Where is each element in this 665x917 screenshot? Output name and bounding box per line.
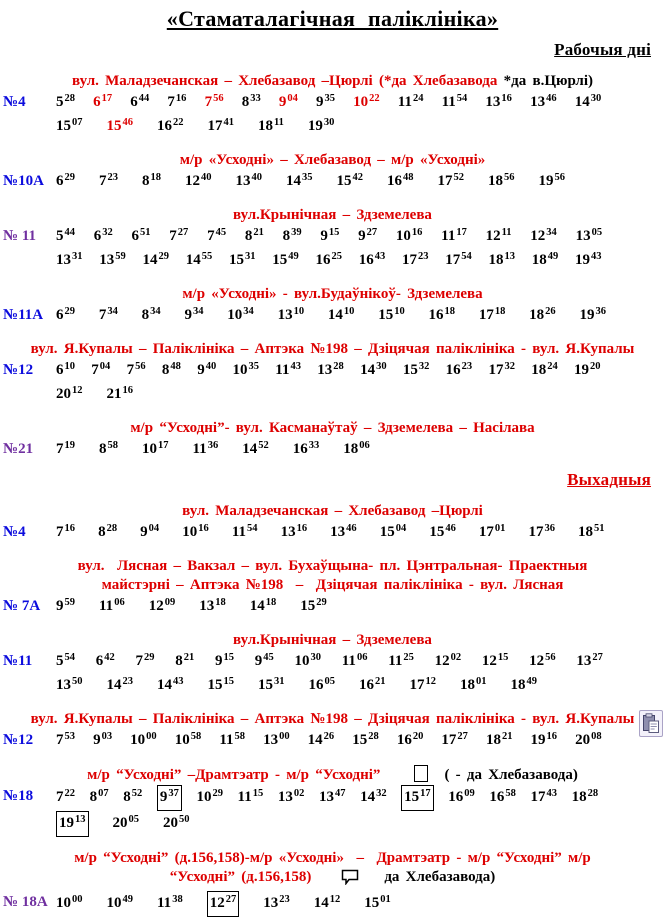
time-cell: $11^{17}$ [441,227,467,244]
time-cell: $6^{29}$ [56,172,75,189]
time-cell: $17^{27}$ [441,731,468,748]
time-cell: $9^{40}$ [197,361,217,378]
header-text: “Усходні” (д.156,158) [169,869,312,885]
route-number: №21 [3,441,34,457]
time-cell: $10^{30}$ [294,652,321,669]
time-cell: $13^{05}$ [575,227,603,244]
route-header [0,206,665,225]
time-cell: $9^{03}$ [93,731,113,748]
time-cell: $9^{04}$ [278,93,298,110]
route-number: № 7А [3,598,41,614]
time-cell: $14^{23}$ [106,676,133,693]
route-header-line [0,72,665,91]
route-body [0,785,665,837]
route-number: № 18А [3,894,48,910]
time-cell: $17^{01}$ [478,523,506,540]
route-number: № 11 [3,228,36,244]
time-cell: $9^{34}$ [184,306,204,323]
time-rows [56,729,665,753]
route-body [0,225,665,273]
time-cell: $17^{41}$ [207,117,234,134]
time-cell: $20^{50}$ [163,814,190,831]
route-block-1-5 [0,849,665,917]
route-body [0,91,665,139]
time-rows [56,785,665,837]
time-cell: $17^{43}$ [530,788,557,805]
time-row [56,650,665,674]
time-cell: $18^{26}$ [529,306,556,323]
header-text: *да в.Цюрлі) [497,73,594,89]
time-cell: $15^{42}$ [336,172,363,189]
time-cell: $11^{15}$ [237,788,264,805]
time-cell: $9^{15}$ [320,227,340,244]
clipboard-icon [642,713,660,734]
time-cell: $7^{16}$ [56,523,75,540]
time-cell: $19^{30}$ [307,117,335,134]
time-cell: $18^{21}$ [485,731,513,748]
time-cell: $7^{19}$ [56,440,75,457]
time-cell: $16^{09}$ [448,788,475,805]
time-cell: $5^{28}$ [56,93,75,110]
time-cell: $15^{32}$ [402,361,430,378]
time-cell: $10^{58}$ [174,731,202,748]
time-cell: $19^{16}$ [530,731,558,748]
time-cell: $7^{45}$ [207,227,227,244]
time-cell: $17^{12}$ [409,676,436,693]
time-cell: $13^{18}$ [199,597,226,614]
route-header-line [0,206,665,225]
time-cell: $10^{00}$ [56,894,83,911]
time-cell: $13^{16}$ [280,523,308,540]
route-number: №4 [3,524,26,540]
route-header-line [0,557,665,576]
route-header-line [0,868,665,891]
route-number: №11 [3,653,33,669]
time-row [56,521,665,545]
time-cell: $8^{21}$ [175,652,195,669]
time-row [56,595,665,619]
time-cell: $11^{36}$ [192,440,219,457]
time-cell: $8^{33}$ [241,93,261,110]
time-rows [56,225,665,273]
time-cell: $14^{52}$ [242,440,269,457]
time-cell: $7^{34}$ [98,306,118,323]
route-block-1-4 [0,765,665,837]
time-row [56,785,665,811]
time-rows [56,891,665,917]
page-title: «Стаматалагічная паліклініка» [166,6,499,31]
time-cell: $7^{29}$ [135,652,155,669]
time-cell: $8^{58}$ [99,440,118,457]
time-cell: $7^{53}$ [56,731,75,748]
time-row [56,225,665,249]
time-cell: $18^{49}$ [510,676,537,693]
route-body [0,729,665,753]
time-cell: $15^{17}$ [401,785,434,811]
time-cell: $10^{00}$ [130,731,157,748]
route-block-1-2 [0,631,665,698]
time-cell: $13^{31}$ [56,251,83,268]
header-text: вул. Лясная – Вакзал – вул. Бухаўщына- пл. Цэнтральная- Праектныя [77,558,588,574]
time-cell: $14^{12}$ [313,894,341,911]
time-cell: $18^{56}$ [488,172,515,189]
route-header [0,557,665,595]
time-cell: $10^{16}$ [395,227,423,244]
route-block-0-2 [0,206,665,273]
route-header-line [0,631,665,650]
time-cell: $16^{21}$ [359,676,386,693]
route-number: №10А [3,173,44,189]
route-header-line [0,765,665,785]
time-rows [56,521,665,545]
time-cell: $14^{55}$ [185,251,213,268]
time-cell: $13^{40}$ [235,172,262,189]
time-cell: $10^{29}$ [196,788,223,805]
route-number: №12 [3,732,34,748]
time-cell: $17^{32}$ [488,361,515,378]
route-body [0,595,665,619]
time-cell: $5^{54}$ [56,652,75,669]
time-cell: $6^{17}$ [93,93,113,110]
time-cell: $8^{34}$ [141,306,161,323]
time-cell: $8^{18}$ [142,172,161,189]
route-header [0,285,665,304]
time-cell: $15^{46}$ [429,523,456,540]
time-cell: $19^{20}$ [574,361,601,378]
time-cell: $14^{30}$ [360,361,387,378]
time-cell: $16^{23}$ [445,361,473,378]
time-cell: $19^{56}$ [538,172,565,189]
time-rows [56,595,665,619]
header-text: м/р “Усходні” (д.156,158)-м/р «Усходні» – Драмтэатр - м/р “Усходні” м/р [74,850,591,866]
time-cell: $16^{22}$ [157,117,184,134]
time-rows [56,91,665,139]
time-cell: $11^{06}$ [99,597,125,614]
time-row [56,115,665,139]
time-cell: $16^{48}$ [387,172,414,189]
route-number: №11А [3,307,44,323]
time-cell: $15^{31}$ [258,676,285,693]
header-text: вул. Маладзечанская – Хлебазавод –Цюрлі (*да Хлебазавода [71,73,498,89]
time-cell: $7^{56}$ [126,361,146,378]
route-block-1-3 [0,710,665,753]
route-block-1-0 [0,502,665,545]
time-cell: $18^{13}$ [488,251,515,268]
header-text: м/р «Усходні» – Хлебазавод – м/р «Усходні» [179,152,486,168]
time-cell: $7^{22}$ [56,788,75,805]
header-text: вул.Крынічная – Здземелева [233,632,432,648]
time-cell: $9^{04}$ [140,523,160,540]
time-cell: $11^{58}$ [219,731,245,748]
time-cell: $19^{13}$ [56,811,89,837]
route-header-line [0,710,665,729]
day-label: Выхадныя [567,470,651,489]
time-cell: $17^{36}$ [528,523,555,540]
time-cell: $6^{42}$ [95,652,115,669]
time-cell: $9^{37}$ [157,785,182,811]
time-cell: $15^{46}$ [106,117,133,134]
route-body [0,891,665,917]
time-cell: $18^{06}$ [343,440,370,457]
route-header [0,631,665,650]
time-rows [56,359,665,407]
time-cell: $11^{06}$ [341,652,368,669]
time-cell: $13^{59}$ [99,251,126,268]
route-header [0,340,665,359]
route-body [0,438,665,462]
route-header [0,151,665,170]
route-block-0-1 [0,151,665,194]
route-header [0,849,665,891]
time-cell: $10^{35}$ [232,361,259,378]
time-cell: $17^{52}$ [437,172,464,189]
time-cell: $7^{23}$ [99,172,118,189]
time-cell: $14^{35}$ [286,172,313,189]
time-cell: $15^{04}$ [379,523,407,540]
time-row [56,170,665,194]
time-cell: $15^{01}$ [364,894,391,911]
time-cell: $8^{07}$ [89,788,109,805]
route-header-line [0,419,665,438]
time-cell: $6^{32}$ [93,227,113,244]
header-text: м/р “Усходні” –Драмтэатр - м/р “Усходні” [87,767,381,783]
route-block-1-1 [0,557,665,619]
time-cell: $16^{25}$ [315,251,342,268]
time-cell: $14^{18}$ [249,597,277,614]
time-cell: $12^{15}$ [481,652,509,669]
route-header-line [0,151,665,170]
time-cell: $14^{29}$ [142,251,169,268]
time-cell: $15^{15}$ [207,676,234,693]
time-cell: $9^{35}$ [315,93,335,110]
header-text: ( - да Хлебазавода) [444,767,578,783]
time-cell: $13^{00}$ [263,731,290,748]
route-block-0-4 [0,340,665,407]
time-row [56,891,665,917]
time-cell: $6^{51}$ [131,227,151,244]
time-cell: $7^{27}$ [169,227,189,244]
time-cell: $17^{54}$ [445,251,472,268]
route-header [0,765,665,785]
time-cell: $18^{28}$ [571,788,599,805]
time-cell: $9^{45}$ [254,652,274,669]
time-cell: $15^{10}$ [378,306,405,323]
time-cell: $10^{17}$ [142,440,169,457]
header-text: да Хлебазавода) [384,869,496,885]
time-cell: $17^{23}$ [402,251,429,268]
time-cell: $7^{16}$ [167,93,187,110]
callout-icon [341,869,360,891]
time-cell: $13^{23}$ [263,894,290,911]
time-cell: $13^{50}$ [56,676,83,693]
time-cell: $17^{18}$ [478,306,506,323]
time-cell: $14^{30}$ [574,93,602,110]
time-cell: $16^{43}$ [358,251,386,268]
time-cell: $11^{24}$ [397,93,424,110]
time-cell: $15^{07}$ [56,117,83,134]
time-cell: $6^{10}$ [56,361,75,378]
time-cell: $9^{27}$ [358,227,378,244]
time-cell: $11^{43}$ [275,361,301,378]
route-header-line [0,502,665,521]
time-row [56,249,665,273]
time-cell: $15^{31}$ [229,251,256,268]
time-cell: $12^{02}$ [434,652,462,669]
time-cell: $8^{52}$ [123,788,143,805]
route-header-line [0,849,665,868]
time-cell: $13^{46}$ [530,93,557,110]
time-row [56,811,665,837]
time-cell: $12^{40}$ [185,172,212,189]
time-cell: $18^{11}$ [258,117,284,134]
time-cell: $13^{46}$ [330,523,357,540]
time-cell: $18^{51}$ [578,523,605,540]
time-cell: $8^{28}$ [98,523,118,540]
header-text: м/р “Усходні”- вул. Касманаўтаў – Здземелева – Насілава [130,420,535,436]
time-cell: $6^{29}$ [56,306,75,323]
time-cell: $13^{27}$ [576,652,603,669]
route-header-line [0,285,665,304]
time-cell: $11^{25}$ [388,652,414,669]
time-row [56,359,665,383]
time-cell: $16^{58}$ [489,788,516,805]
route-number: №4 [3,94,26,110]
time-cell: $12^{56}$ [529,652,556,669]
time-cell: $11^{54}$ [231,523,258,540]
time-cell: $21^{16}$ [106,385,133,402]
time-cell: $9^{15}$ [215,652,234,669]
time-cell: $12^{34}$ [530,227,557,244]
header-text: вул.Крынічная – Здземелева [233,207,432,223]
time-cell: $11^{54}$ [441,93,468,110]
time-cell: $11^{38}$ [157,894,183,911]
header-text: вул. Я.Купалы – Паліклініка – Аптэка №198 – Дзіцячая паліклініка - вул. Я.Купалы [30,711,635,727]
timetable-document [0,6,665,917]
time-rows [56,650,665,698]
route-number: №12 [3,362,34,378]
time-cell: $18^{24}$ [531,361,558,378]
time-cell: $15^{28}$ [352,731,379,748]
time-cell: $16^{18}$ [428,306,455,323]
route-block-0-0 [0,72,665,139]
time-cell: $14^{26}$ [307,731,335,748]
header-text: вул. Маладзечанская – Хлебазавод –Цюрлі [182,503,483,519]
time-cell: $15^{29}$ [300,597,327,614]
time-cell: $13^{10}$ [277,306,305,323]
time-cell: $16^{20}$ [396,731,424,748]
header-text: м/р «Усходні» - вул.Будаўнікоў- Здземелева [182,286,483,302]
header-text: майстэрні – Аптэка №198 – Дзіцячая паліклініка - вул. Лясная [101,577,564,593]
time-cell: $16^{05}$ [308,676,335,693]
time-cell: $13^{02}$ [277,788,305,805]
time-rows [56,304,665,328]
route-header-line [0,340,665,359]
time-cell: $10^{16}$ [182,523,209,540]
route-block-0-5 [0,419,665,462]
empty-box-icon [414,765,428,782]
time-cell: $20^{05}$ [112,814,139,831]
time-cell: $14^{43}$ [157,676,184,693]
route-body [0,304,665,328]
route-body [0,170,665,194]
time-row [56,674,665,698]
time-rows [56,438,665,462]
header-text: вул. Я.Купалы – Паліклініка – Аптэка №198 – Дзіцячая паліклініка - вул. Я.Купалы [30,341,635,357]
time-rows [56,170,665,194]
time-cell: $8^{48}$ [161,361,181,378]
time-cell: $19^{43}$ [575,251,602,268]
time-cell: $12^{11}$ [485,227,512,244]
route-body [0,359,665,407]
time-row [56,304,665,328]
time-row [56,91,665,115]
time-cell: $20^{08}$ [575,731,602,748]
time-cell: $12^{27}$ [207,891,240,917]
route-header [0,72,665,91]
time-cell: $14^{10}$ [327,306,355,323]
time-cell: $20^{12}$ [56,385,83,402]
route-header [0,502,665,521]
time-cell: $16^{33}$ [292,440,320,457]
time-cell: $7^{04}$ [91,361,111,378]
time-cell: $12^{09}$ [148,597,176,614]
time-cell: $18^{49}$ [531,251,559,268]
time-cell: $8^{21}$ [244,227,264,244]
route-body [0,521,665,545]
time-cell: $10^{22}$ [353,93,380,110]
time-cell: $18^{01}$ [460,676,487,693]
time-cell: $8^{39}$ [282,227,302,244]
time-cell: $13^{47}$ [318,788,346,805]
time-row [56,438,665,462]
route-groups [0,40,665,917]
time-cell: $15^{49}$ [272,251,299,268]
paste-options-icon[interactable] [639,710,663,737]
route-body [0,650,665,698]
route-header-line [0,576,665,595]
time-cell: $6^{44}$ [130,93,150,110]
time-row [56,383,665,407]
time-cell: $9^{59}$ [56,597,75,614]
time-cell: $13^{28}$ [317,361,344,378]
route-header [0,710,665,729]
time-cell: $7^{56}$ [204,93,224,110]
time-cell: $13^{16}$ [485,93,512,110]
route-header [0,419,665,438]
route-block-0-3 [0,285,665,328]
route-number: №18 [3,788,34,804]
time-cell: $19^{36}$ [579,306,606,323]
time-cell: $10^{49}$ [106,894,133,911]
time-cell: $14^{32}$ [360,788,387,805]
time-row [56,729,665,753]
time-cell: $5^{44}$ [56,227,75,244]
day-label: Рабочыя дні [554,40,651,59]
time-cell: $10^{34}$ [227,306,254,323]
